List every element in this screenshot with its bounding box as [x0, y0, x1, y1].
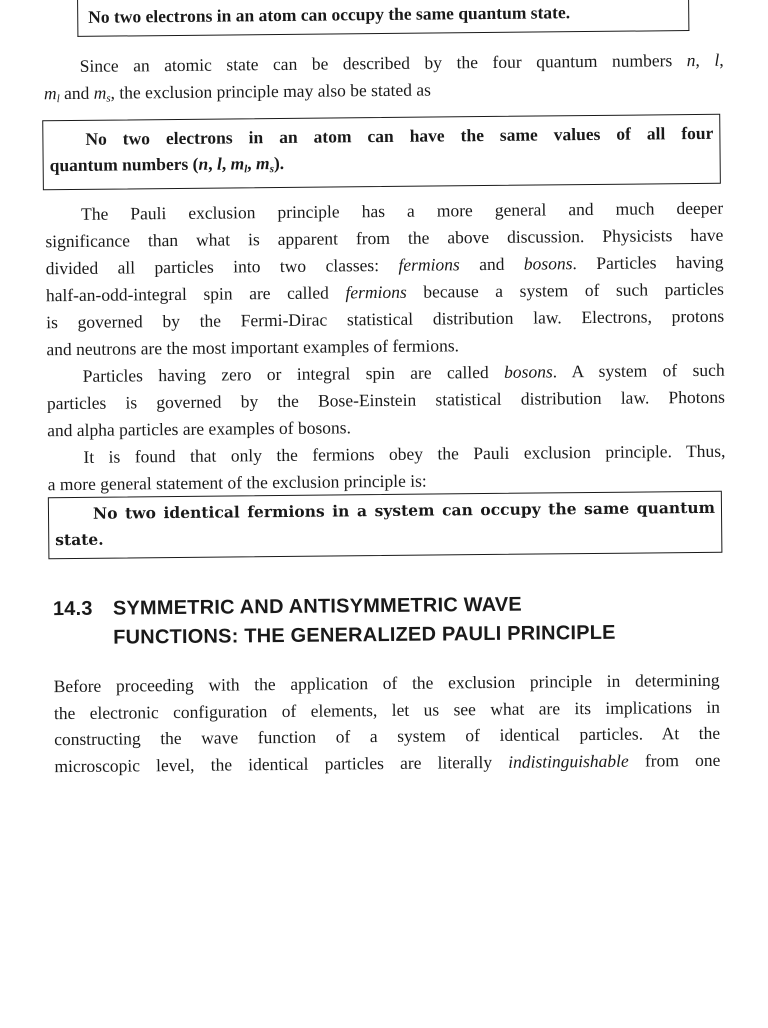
- pauli-principle-statement: No two electrons in an atom can occupy the same quantum state.: [88, 2, 571, 27]
- section-title-line-1: SYMMETRIC AND ANTISYMMETRIC WAVE: [112, 593, 523, 620]
- section-title-line-2: FUNCTIONS: THE GENERALIZED PAULI PRINCIPLE: [113, 621, 616, 649]
- quantum-numbers-line-2: $m_l$ and $m_s$, the exclusion principle may also be stated as: [43, 79, 431, 106]
- fermions-bosons-paragraph: [45, 195, 726, 498]
- quantum-numbers-paragraph: [44, 47, 724, 108]
- body-line: microscopic level, the identical particles are literally indistinguishable from one: [54, 749, 721, 776]
- section-heading: [53, 589, 714, 653]
- four-quantum-numbers-box: [42, 114, 721, 191]
- body-line: divided all particles into two classes: fermions and bosons. Particles having: [45, 251, 724, 279]
- body-line: particles is governed by the Bose-Einstein statistical distribution law. Photons: [46, 386, 726, 414]
- four-quantum-numbers-line-1: No two electrons in an atom can have the same values of all four: [85, 122, 714, 149]
- body-line: Particles having zero or integral spin are called bosons. A system of such: [82, 359, 725, 386]
- body-line: Before proceeding with the application of the exclusion principle in determining: [53, 669, 720, 697]
- identical-fermions-line-1: No two identical fermions in a system can occupy the same quantum: [92, 497, 716, 523]
- body-line: and alpha particles are examples of bosons.: [47, 417, 352, 441]
- section-number: 14.3: [52, 597, 93, 621]
- body-line: a more general statement of the exclusion principle is:: [47, 470, 427, 495]
- body-line: is governed by the Fermi-Dirac statistical distribution law. Electrons, protons: [46, 305, 725, 333]
- body-line: significance than what is apparent from the above discussion. Physicists have: [45, 224, 724, 252]
- section-intro-paragraph: [54, 667, 721, 779]
- identical-fermions-line-2: state.: [55, 529, 104, 550]
- body-line: It is found that only the fermions obey the Pauli exclusion principle. Thus,: [83, 440, 726, 467]
- body-line: The Pauli exclusion principle has a more general and much deeper: [81, 197, 724, 224]
- pauli-principle-box: [77, 0, 689, 37]
- body-line: constructing the wave function of a system of identical particles. At the: [54, 722, 721, 750]
- identical-fermions-box: [48, 491, 723, 559]
- body-line: and neutrons are the most important examples of fermions.: [46, 335, 460, 360]
- quantum-numbers-line-1: Since an atomic state can be described by the four quantum numbers n, l,: [79, 49, 724, 76]
- body-line: the electronic configuration of elements, let us see what are its implications in: [53, 696, 720, 723]
- four-quantum-numbers-line-2: quantum numbers (n, l, $m_l$, $m_s$).: [49, 152, 285, 176]
- body-line: half-an-odd-integral spin are called fermions because a system of such particles: [45, 278, 724, 306]
